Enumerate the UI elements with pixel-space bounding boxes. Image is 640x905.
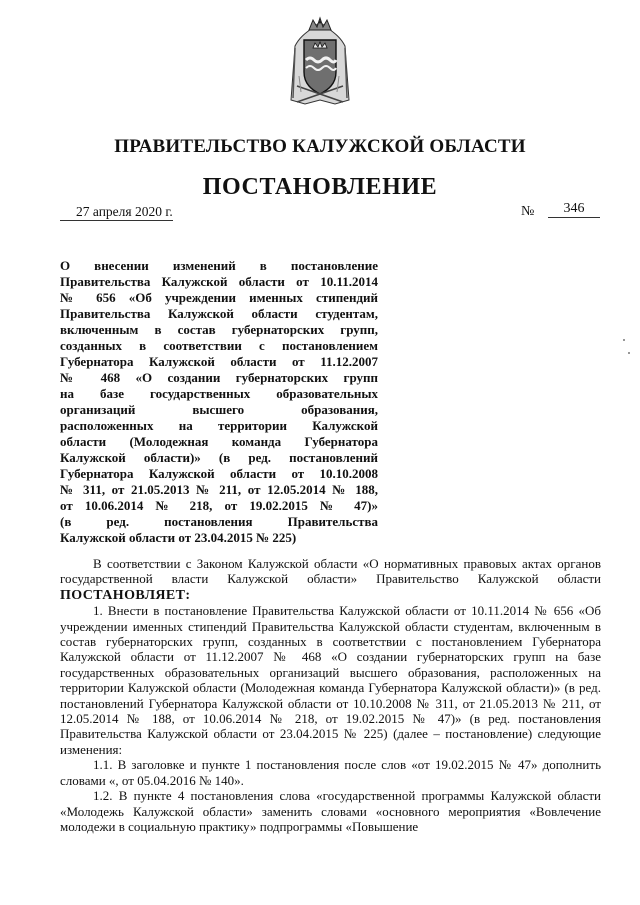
subject-line: организаций высшего образования, [60, 402, 378, 417]
subject-line: № 656 «Об учреждении именных стипендий [60, 290, 378, 305]
document-type-heading: ПОСТАНОВЛЕНИЕ [202, 174, 438, 200]
subject-line: (в ред. постановления Правительства [60, 514, 378, 529]
subject-line: № 311, от 21.05.2013 № 211, от 12.05.2014 № 188, [60, 482, 378, 497]
subject-block [60, 258, 378, 546]
subject-line: созданных в соответствии с постановлением [60, 338, 378, 353]
subject-line: Губернатора Калужской области от 10.10.2008 [60, 466, 378, 481]
subject-line: Калужской области от 23.04.2015 № 225) [60, 530, 297, 545]
subject-line: О внесении изменений в постановление [60, 258, 378, 273]
government-title: ПРАВИТЕЛЬСТВО КАЛУЖСКОЙ ОБЛАСТИ [114, 136, 526, 157]
subject-line: Правительства Калужской области от 10.11.2014 [60, 274, 378, 289]
subject-line: от 10.06.2014 № 218, от 19.02.2015 № 47)» [60, 498, 378, 513]
document-body [60, 556, 601, 834]
subject-line: на базе государственных образовательных [60, 386, 378, 401]
number-sign: № [521, 204, 535, 219]
kaluga-coat-of-arms-icon [287, 16, 353, 108]
subject-line: Калужской области)» (в ред. постановлений [60, 450, 378, 465]
intro-text: В соответствии с Законом Калужской области «О нормативных правовых актах органов государственной власти Калужской области» Правительство Калужской области [60, 556, 601, 587]
paragraph-1-1: 1.1. В заголовке и пункте 1 постановления после слов «от 19.02.2015 № 47» дополнить словами «, от 05.04.2016 № 140». [60, 757, 601, 788]
subject-line: включенным в состав губернаторских групп, [60, 322, 378, 337]
paragraph-1: 1. Внести в постановление Правительства Калужской области от 10.11.2014 № 656 «Об учреждении именных стипендий Правительства Калужской области студентам, включенным в состав губернаторских групп, созданных в соответствии с постановлением Губернатора Калужской области от 11.12.2007 № 468 «О создании губернаторских групп на базе государственных образовательных организаций высшего образования, расположенных на территории Калужской области (Молодежная команда Губернатора Калужской области)» (в ред. постановлений Губернатора Калужской области от 10.10.2008 № 311, от 21.05.2013 № 211, от 12.05.2014 № 188, от 10.06.2014 № 218, от 19.02.2015 № 47)» (в ред. постановления Правительства Калужской области от 23.04.2015 № 225) (далее – постановление) следующие изменения: [60, 603, 601, 757]
scan-speck [628, 352, 630, 354]
intro-paragraph [60, 556, 601, 603]
subject-line: Губернатора Калужской области от 11.12.2007 [60, 354, 378, 369]
subject-line: Правительства Калужской области студентам, [60, 306, 378, 321]
paragraph-1-2: 1.2. В пункте 4 постановления слова «государственной программы Калужской области «Молодежь Калужской области» заменить словами «основного мероприятия «Вовлечение молодежи в социальную практику» подпрограммы «Повышение [60, 788, 601, 834]
document-date: 27 апреля 2020 г. [60, 204, 173, 221]
subject-line: № 468 «О создании губернаторских групп [60, 370, 378, 385]
subject-line: расположенных на территории Калужской [60, 418, 378, 433]
subject-line: области (Молодежная команда Губернатора [60, 434, 378, 449]
decides-heading: ПОСТАНОВЛЯЕТ: [60, 587, 191, 603]
scan-speck [623, 339, 625, 341]
document-number: 346 [548, 201, 600, 218]
